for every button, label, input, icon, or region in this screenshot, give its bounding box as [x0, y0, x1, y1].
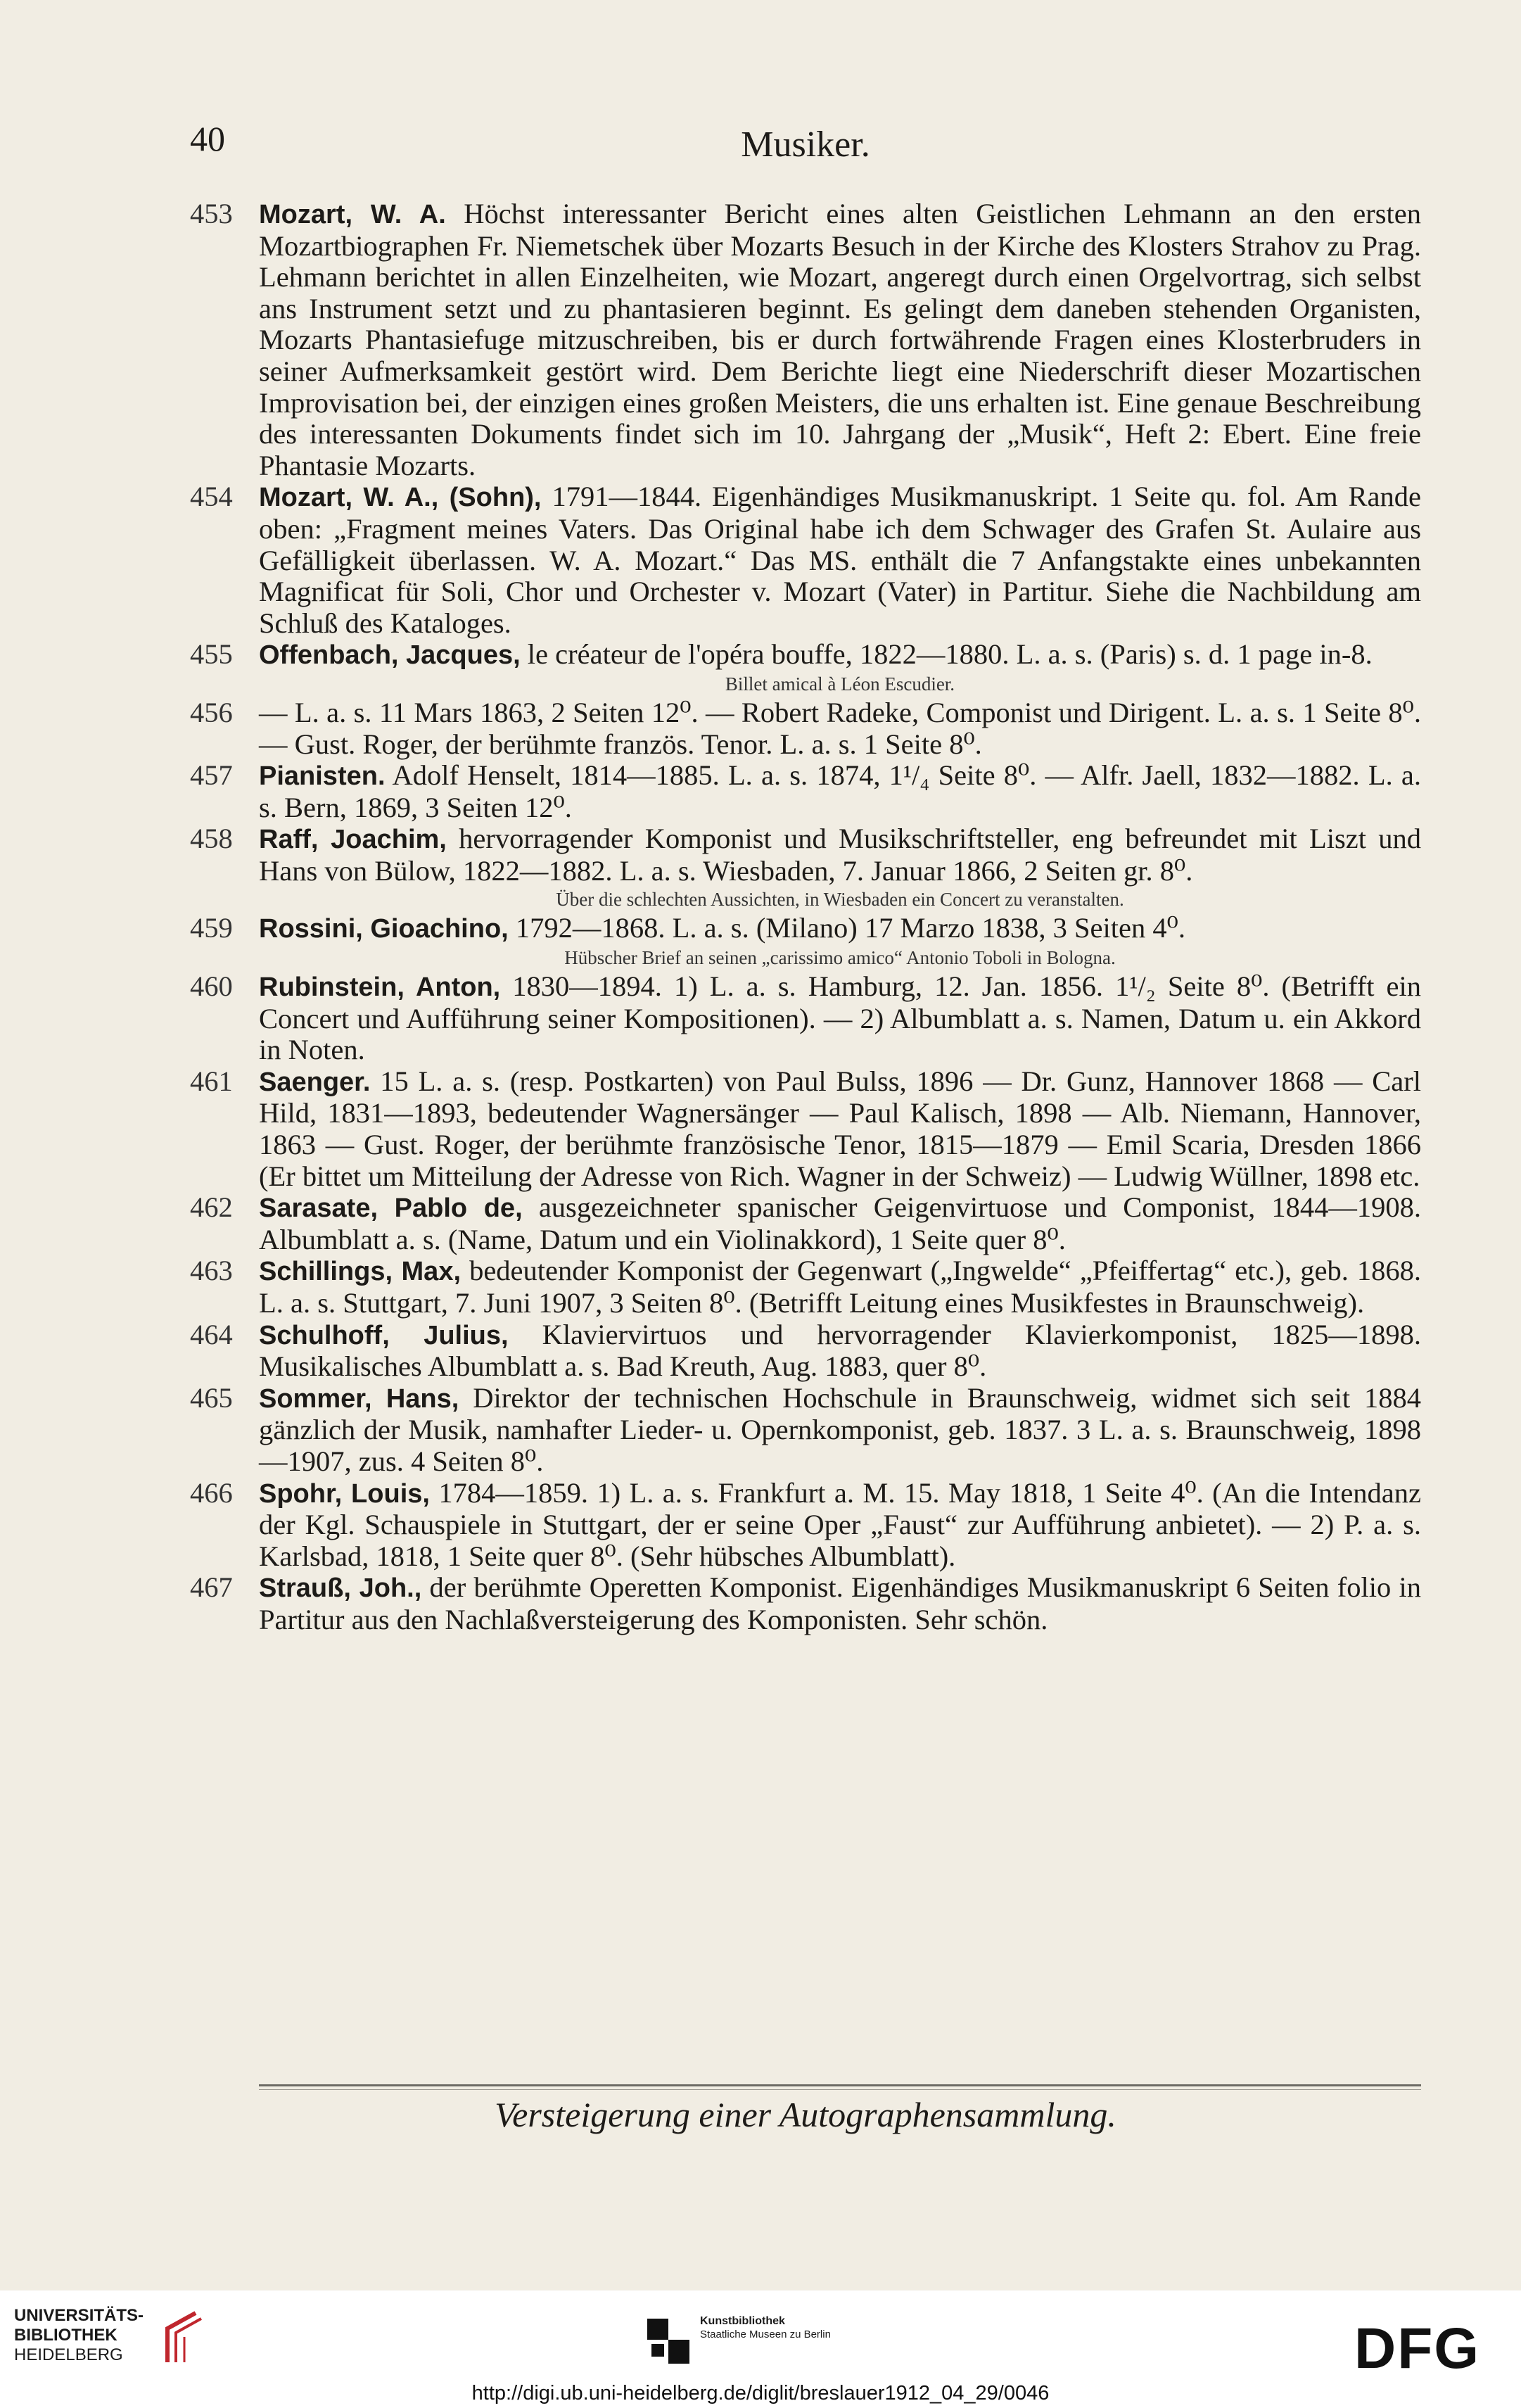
catalog-entry	[190, 198, 1421, 481]
entry-number: 460	[190, 970, 233, 1003]
dfg-logo: DFG	[1354, 2317, 1481, 2381]
entry-description: 1791—1844. Eigenhändiges Musikmanuskript. 1 Seite qu. fol. Am Rande oben: „Fragment meines Vaters. Das Original habe ich dem Schwager des Grafen St. Aulaire aus Gefälligkeit überlassen. W. A. Mozart.“ Das MS. enthält die 7 Anfangstakte eines unbekannten Magnificat für Soli, Chor und Orchester v. Mozart (Vater) in Partitur. Siehe die Nachbildung am Schluß des Kataloges.	[259, 481, 1422, 639]
entry-description: 1830—1894. 1) L. a. s. Hamburg, 12. Jan. 1856. 1¹/₂ Seite 8⁰. (Betrifft ein Concert und Aufführung seiner Kompositionen). — 2) Albumblatt a. s. Namen, Datum u. ein Akkord in Noten.	[259, 970, 1422, 1066]
kunstbibliothek-logo-icon	[647, 2319, 694, 2368]
entry-name: Raff, Joachim,	[259, 825, 447, 855]
ub-heidelberg-logo-icon	[146, 2307, 210, 2371]
catalog-entry	[190, 481, 1421, 639]
entry-number: 456	[190, 696, 233, 728]
entry-description: 15 L. a. s. (resp. Postkarten) von Paul Bulss, 1896 — Dr. Gunz, Hannover 1868 — Carl Hild, 1831—1893, bedeutender Wagnersänger — Paul Kalisch, 1898 — Alb. Niemann, Hannover, 1863 — Gust. Roger, der berühmte französische Tenor, 1815—1879 — Emil Scaria, Dresden 1866 (Er bittet um Mitteilung der Adresse von Rich. Wagner in der Schweiz) — Ludwig Wüllner, 1898 etc.	[259, 1065, 1421, 1192]
entry-number: 461	[190, 1065, 233, 1097]
catalog-entry	[190, 1319, 1421, 1383]
entry-description: le créateur de l'opéra bouffe, 1822—1880. L. a. s. (Paris) s. d. 1 page in-8.	[527, 638, 1373, 671]
entry-description: Adolf Henselt, 1814—1885. L. a. s. 1874, 1¹/₄ Seite 8⁰. — Alfr. Jaell, 1832—1882. L. a. s. Bern, 1869, 3 Seiten 12⁰.	[259, 759, 1422, 823]
entry-note: Billet amical à Léon Escudier.	[725, 673, 955, 695]
catalog-entry	[190, 697, 1421, 760]
catalog-entry	[190, 913, 1421, 971]
entry-description: Klaviervirtuos und hervorragender Klavierkomponist, 1825—1898. Musikalisches Albumblatt a. s. Bad Kreuth, Aug. 1883, quer 8⁰.	[259, 1318, 1421, 1383]
footer-rule	[259, 2084, 1421, 2086]
footer-rule-thin	[259, 2089, 1421, 2090]
catalog-entry	[190, 823, 1421, 913]
entry-description: ausgezeichneter spanischer Geigenvirtuose und Componist, 1844—1908. Albumblatt a. s. (Name, Datum und ein Violinakkord), 1 Seite quer 8⁰.	[259, 1191, 1422, 1255]
catalog-entries	[190, 198, 1421, 1636]
catalog-entry	[190, 1383, 1421, 1478]
entry-number: 458	[190, 823, 233, 855]
entry-name: Mozart, W. A.	[259, 200, 446, 229]
catalog-entry	[190, 1572, 1421, 1635]
source-url: http://digi.ub.uni-heidelberg.de/diglit/breslauer1912_04_29/0046	[471, 2382, 1050, 2404]
entry-number: 455	[190, 638, 233, 671]
entry-name: Pianisten.	[259, 761, 386, 792]
entry-description: 1792—1868. L. a. s. (Milano) 17 Marzo 1838, 3 Seiten 4⁰.	[515, 912, 1185, 944]
entry-name: Offenbach, Jacques,	[259, 640, 521, 671]
entry-name: Schulhoff, Julius,	[259, 1320, 509, 1350]
entry-number: 454	[190, 481, 233, 513]
entry-name: Mozart, W. A., (Sohn),	[259, 483, 542, 513]
kunstbibliothek-label: Kunstbibliothek Staatliche Museen zu Berlin	[700, 2315, 831, 2340]
entry-description: 1784—1859. 1) L. a. s. Frankfurt a. M. 15. May 1818, 1 Seite 4⁰. (An die Intendanz der Kgl. Schauspiele in Stuttgart, der er seine Oper „Faust“ zur Aufführung anbietet). — 2) P. a. s. Karlsbad, 1818, 1 Seite quer 8⁰. (Sehr hübsches Albumblatt).	[259, 1476, 1422, 1572]
entry-note: Über die schlechten Aussichten, in Wiesbaden ein Concert zu veranstalten.	[556, 889, 1124, 911]
entry-description: bedeutender Komponist der Gegenwart („Ingwelde“ „Pfeiffertag“ etc.), geb. 1868. L. a. s. Stuttgart, 7. Juni 1907, 3 Seiten 8⁰. (Betrifft Leitung eines Musikfestes in Braunschweig).	[259, 1255, 1422, 1319]
page-header	[190, 118, 1421, 175]
entry-description: der berühmte Operetten Komponist. Eigenhändiges Musikmanuskript 6 Seiten folio in Partitur aus den Nachlaßversteigerung des Komponisten. Sehr schön.	[259, 1571, 1422, 1635]
entry-name: Schillings, Max,	[259, 1257, 462, 1287]
catalog-entry	[190, 1478, 1421, 1573]
entry-description: Höchst interessanter Bericht eines alten Geistlichen Lehmann an den ersten Mozartbiographen Fr. Niemetschek über Mozarts Besuch in der Kirche des Klosters Strahov zu Prag. Lehmann berichtet in allen Einzelheiten, wie Mozart, angeregt durch einen Orgelvortrag, sich selbst ans Instrument setzt und zu phantasieren beginnt. Es gelingt dem daneben stehenden Organisten, Mozarts Phantasiefuge mitzuschreiben, bis er durch fortwährende Fragen eines Klosterbruders in seiner Aufmerksamkeit gestört wird. Dem Berichte liegt eine Niederschrift dieser Mozartischen Improvisation bei, der einzigen eines großen Meisters, die uns erhalten ist. Eine genaue Beschreibung des interessanten Dokuments findet sich im 10. Jahrgang der „Musik“, Heft 2: Ebert. Eine freie Phantasie Mozarts.	[259, 198, 1421, 481]
entry-number: 467	[190, 1571, 233, 1604]
catalog-entry	[190, 760, 1421, 823]
entry-description: Direktor der technischen Hochschule in Braunschweig, widmet sich seit 1884 gänzlich der Musik, namhafter Lieder- u. Opernkomponist, geb. 1837. 3 L. a. s. Braunschweig, 1898—1907, zus. 4 Seiten 8⁰.	[259, 1381, 1421, 1477]
entry-name: Rubinstein, Anton,	[259, 972, 501, 1003]
entry-number: 457	[190, 759, 233, 792]
entry-name: Sommer, Hans,	[259, 1383, 459, 1414]
catalog-entry	[190, 971, 1421, 1066]
entry-name: Sarasate, Pablo de,	[259, 1193, 523, 1224]
running-footer: Versteigerung einer Autographensammlung.	[495, 2095, 1116, 2134]
entry-number: 459	[190, 912, 233, 944]
entry-name: Saenger.	[259, 1067, 371, 1097]
entry-note: Hübscher Brief an seinen „carissimo amico“ Antonio Toboli in Bologna.	[564, 947, 1116, 969]
entry-number: 466	[190, 1476, 233, 1509]
entry-description: hervorragender Komponist und Musikschriftsteller, eng befreundet mit Liszt und Hans von Bülow, 1822—1882. L. a. s. Wiesbaden, 7. Januar 1866, 2 Seiten gr. 8⁰.	[259, 823, 1422, 887]
catalog-entry	[190, 639, 1421, 697]
digitization-footer	[0, 2290, 1521, 2408]
entry-name: Rossini, Gioachino,	[259, 914, 509, 944]
catalog-entry	[190, 1255, 1421, 1319]
page-title: Musiker.	[741, 125, 870, 165]
page-number: 40	[190, 119, 225, 158]
entry-description: — L. a. s. 11 Mars 1863, 2 Seiten 12⁰. — Robert Radeke, Componist und Dirigent. L. a. s. 1 Seite 8⁰. — Gust. Roger, der berühmte französ. Tenor. L. a. s. 1 Seite 8⁰.	[259, 696, 1421, 760]
entry-name: Strauß, Joh.,	[259, 1573, 422, 1604]
entry-number: 453	[190, 198, 233, 229]
catalog-entry	[190, 1066, 1421, 1192]
catalog-entry	[190, 1192, 1421, 1255]
ub-heidelberg-label: UNIVERSITÄTS- BIBLIOTHEK HEIDELBERG	[14, 2306, 144, 2364]
entry-number: 465	[190, 1381, 233, 1414]
entry-number: 464	[190, 1318, 233, 1350]
entry-number: 462	[190, 1191, 233, 1224]
entry-name: Spohr, Louis,	[259, 1478, 430, 1509]
entry-number: 463	[190, 1255, 233, 1287]
